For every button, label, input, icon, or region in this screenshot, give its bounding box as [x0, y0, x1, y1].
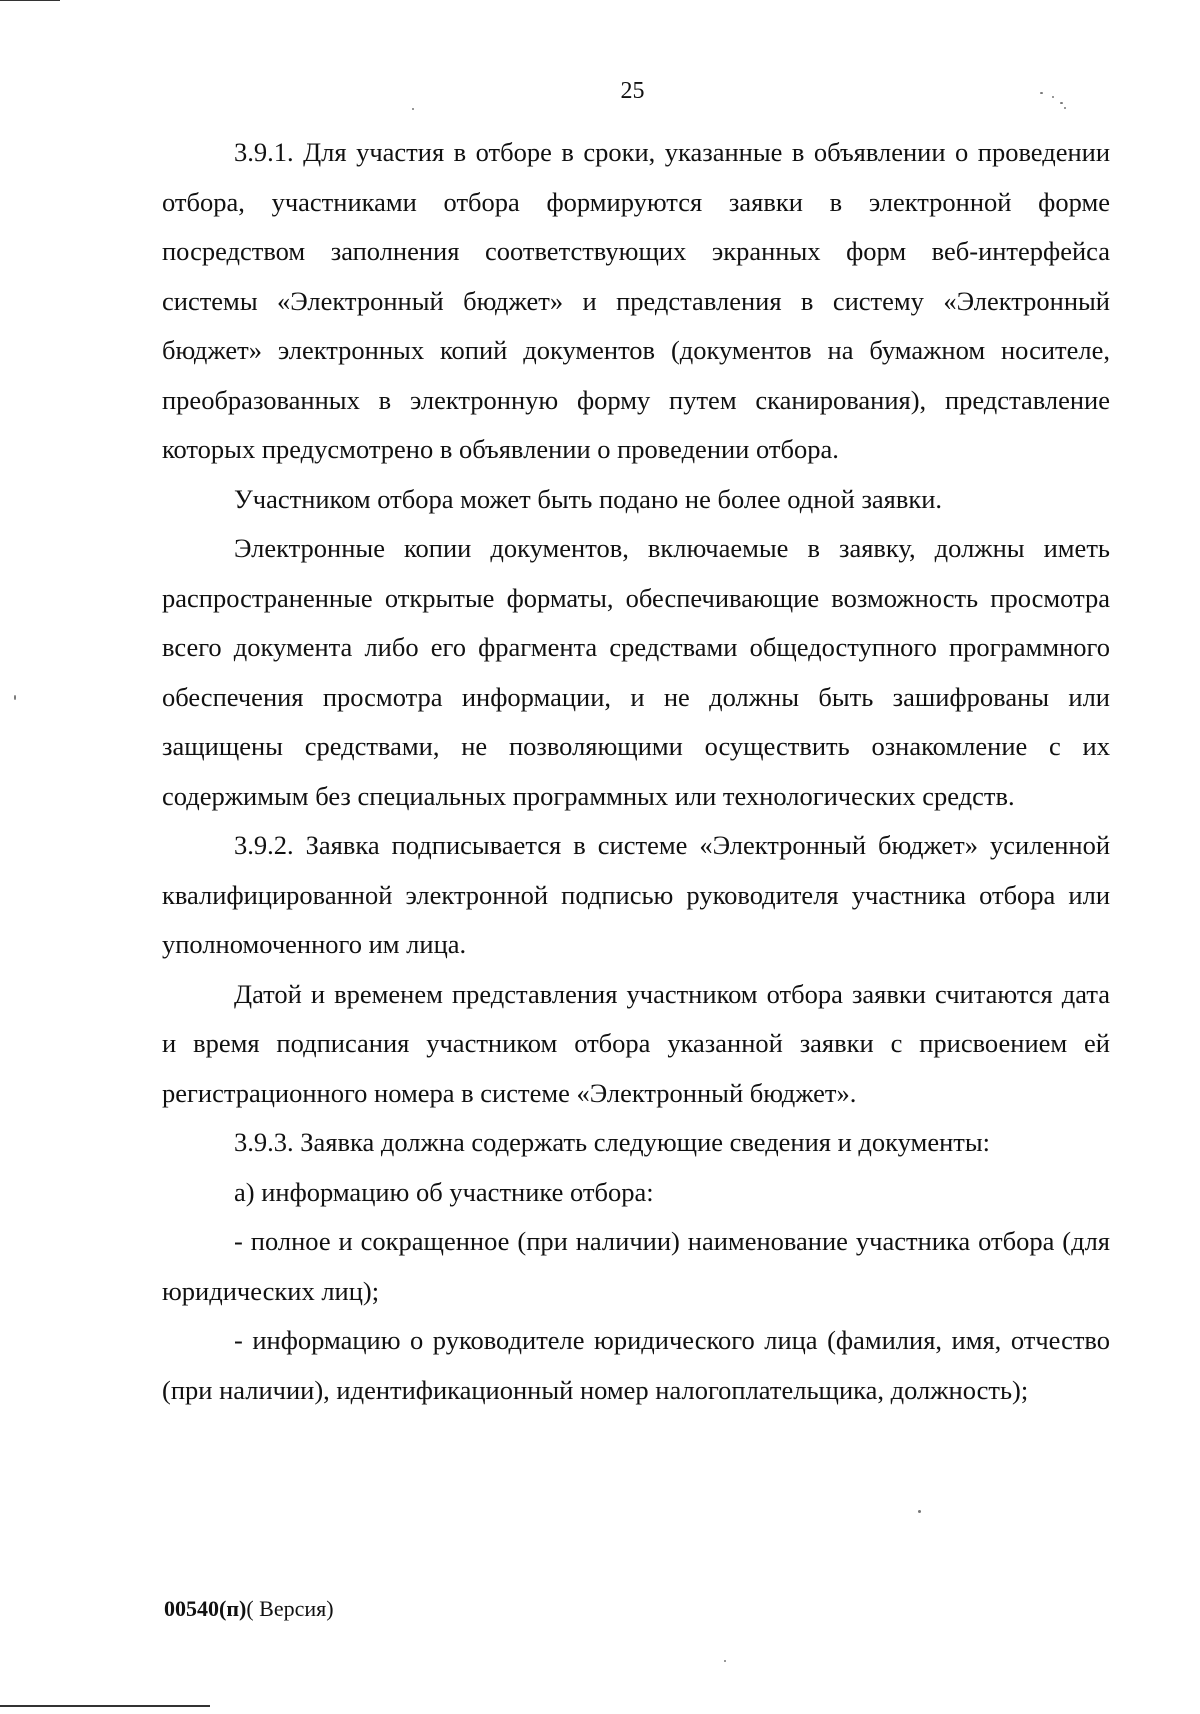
paragraph-item-a: а) информацию об участнике отбора:	[234, 1176, 654, 1207]
paragraph-3-9-3: 3.9.3. Заявка должна содержать следующие сведения и документы:	[234, 1127, 991, 1157]
paragraph-full-name: - полное и сокращенное (при наличии) наименование участника отбора (для юридических лиц);	[162, 1226, 1110, 1306]
scan-speck	[918, 1510, 921, 1513]
scan-speck	[1060, 102, 1063, 104]
paragraph-3-9-2: 3.9.2. Заявка подписывается в системе «Электронный бюджет» усиленной квалифицированной электронной подписью руководителя участника отбора или уполномоченного им лица.	[162, 830, 1110, 959]
paragraph-3-9-1: 3.9.1. Для участия в отборе в сроки, указанные в объявлении о проведении отбора, участниками отбора формируются заявки в электронной форме посредством заполнения соответствующих экранных форм веб-интерфейса системы «Электронный бюджет» и представления в систему «Электронный бюджет» электронных копий документов (документов на бумажном носителе, преобразованных в электронную форму путем сканирования), представление которых предусмотрено в объявлении о проведении отбора.	[162, 137, 1110, 464]
scan-edge-line-top	[0, 0, 60, 1]
scan-speck	[412, 108, 414, 110]
document-code-number: 00540(п)	[164, 1596, 247, 1621]
page-number: 25	[620, 78, 645, 104]
scan-edge-line-bottom	[0, 1705, 210, 1707]
paragraph-electronic-copies: Электронные копии документов, включаемые в заявку, должны иметь распространенные открытые форматы, обеспечивающие возможность просмотра всего документа либо его фрагмента средствами общедоступного программного обеспечения просмотра информации, и не должны быть зашифрованы или защищены средствами, не позволяющими осуществить ознакомление с их содержимым без специальных программных или технологических средств.	[162, 533, 1110, 811]
paragraph-head-info: - информацию о руководителе юридического лица (фамилия, имя, отчество (при наличии), идентификационный номер налогоплательщика, должность);	[162, 1325, 1110, 1405]
document-version: ( Версия)	[246, 1596, 334, 1621]
scan-speck	[724, 1660, 726, 1662]
document-body	[162, 128, 1110, 1415]
paragraph-submission-date: Датой и временем представления участником отбора заявки считаются дата и время подписания участником отбора указанной заявки с присвоением ей регистрационного номера в системе «Электронный бюджет».	[162, 978, 1110, 1108]
scan-speck	[1052, 96, 1054, 98]
scan-speck	[1064, 107, 1066, 109]
scan-speck	[14, 695, 16, 700]
document-code	[164, 1596, 334, 1622]
paragraph-single-application: Участником отбора может быть подано не более одной заявки.	[234, 483, 943, 514]
scan-speck	[1040, 92, 1043, 94]
